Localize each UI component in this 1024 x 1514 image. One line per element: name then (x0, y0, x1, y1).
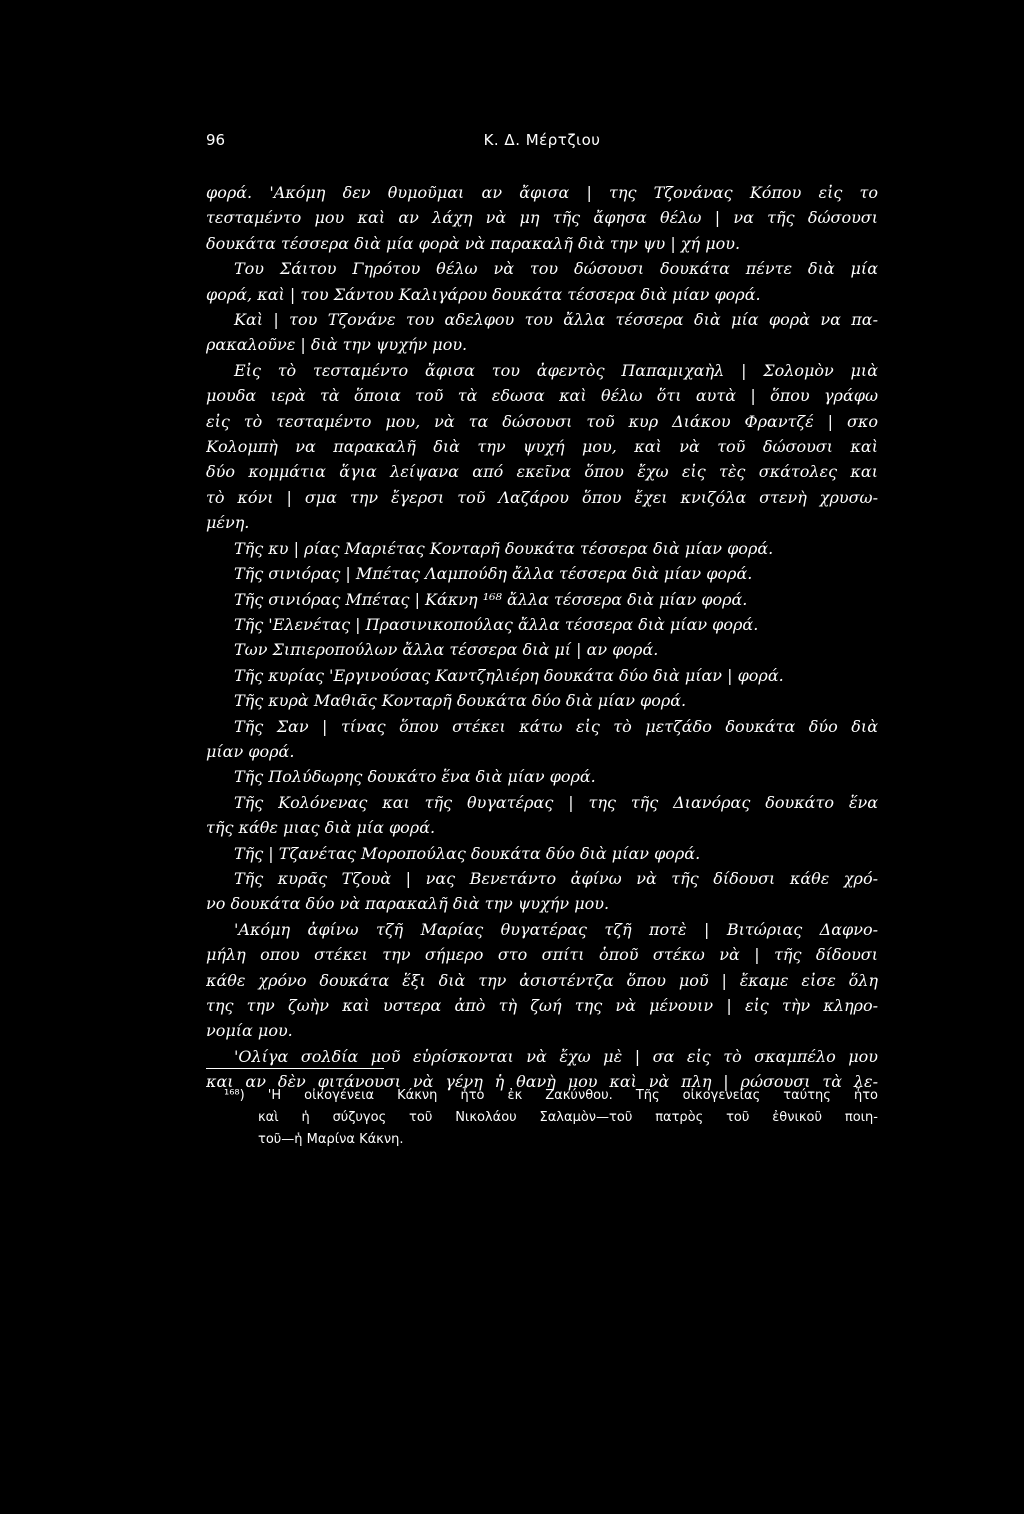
text-line: φορά. 'Ακόμη δεν θυμοῦμαι αν ἄφισα | της Τζονάνας Κόπου εἰς το (206, 183, 878, 202)
text-line: Τῆς κυρίας 'Εργινούσας Καντζηλιέρη δουκάτα δύο διὰ μίαν | φορά. (234, 665, 784, 685)
text-line: Τῆς κυρᾶς Τζουὰ | νας Βενετάντο ἀφίνω νὰ τῆς δίδουσι κάθε χρό- (234, 868, 878, 888)
text-line: Τῆς | Τζανέτας Μοροπούλας δουκάτα δύο διὰ μίαν φορά. (234, 843, 701, 863)
text-line: ρακαλοῦνε | διὰ την ψυχήν μου. (206, 335, 468, 355)
text-line: 'Ακόμη ἀφίνω τζῆ Μαρίας θυγατέρας τζῆ ποτὲ | Βιτώριας Δαφνο- (234, 919, 878, 939)
text-line: νομία μου. (206, 1021, 293, 1041)
text-line: μένη. (206, 513, 250, 533)
text-line: Τῆς Πολύδωρης δουκάτο ἕνα διὰ μίαν φορά. (234, 767, 596, 787)
footnote-line: καὶ ἡ σύζυγος τοῦ Νικολάου Σαλαμὸν—τοῦ πατρὸς τοῦ ἐθνικοῦ ποιη- (258, 1110, 878, 1125)
text-line: Τῆς σινιόρας | Μπέτας Λαμπούδη ἄλλα τέσσερα διὰ μίαν φορά. (234, 564, 753, 584)
text-line: Εἰς τὸ τεσταμέντο ἄφισα του ἀφεντὸς Παπαμιχαὴλ | Σολομὸν μιὰ (234, 360, 878, 380)
text-line: δουκάτα τέσσερα διὰ μία φορὰ νὰ παρακαλῆ διὰ την ψυ | χή μου. (206, 233, 741, 253)
text-line: μήλη οπου στέκει την σήμερο στο σπίτι ὁποῦ στέκω νὰ | τῆς δίδουσι (206, 945, 878, 965)
page-number: 96 (206, 131, 226, 149)
text-line: Του Σάιτου Γηρότου θέλω νὰ του δώσουσι δουκάτα πέντε διὰ μία (234, 259, 878, 279)
text-line: Τῆς Σαν | τίνας ὅπου στέκει κάτω εἰς τὸ μετζάδο δουκάτα δύο διὰ (234, 716, 878, 736)
text-line: 'Ολίγα σολδία μοῦ εὑρίσκονται νὰ ἔχω μὲ | σα εἰς τὸ σκαμπέλο μου (234, 1046, 878, 1066)
text-line: κάθε χρόνο δουκάτα ἕξι διὰ την ἀσιστέντζα ὅπου μοῦ | ἔκαμε εἰσε ὅλη (206, 970, 878, 990)
text-line: μουδα ιερὰ τὰ ὅποια τοῦ τὰ εδωσα καὶ θέλω ὅτι αυτὰ | ὅπου γράφω (206, 386, 878, 406)
footnote-line: τοῦ—ἡ Μαρίνα Κάκνη. (258, 1132, 404, 1147)
text-line: τεσταμέντο μου καὶ αν λάχη νὰ μη τῆς ἄφησα θέλω | να τῆς δώσουσι (206, 208, 878, 228)
page-header (206, 131, 878, 157)
body-text (206, 180, 878, 1095)
footnote-rule (206, 1068, 384, 1069)
running-head: Κ. Δ. Μέρτζιου (483, 131, 601, 149)
text-line: τῆς κάθε μιας διὰ μία φορά. (206, 818, 436, 838)
text-line: και αν δὲν φιτάνουσι νὰ γένη ἡ θανὴ μου καὶ νὰ πλη | ρώσουσι τὰ λε- (206, 1072, 878, 1092)
text-line: μίαν φορά. (206, 741, 295, 761)
text-line: Τῆς σινιόρας Μπέτας | Κάκνη ¹⁶⁸ ἄλλα τέσσερα διὰ μίαν φορά. (234, 589, 748, 609)
text-line: Των Σιπιεροπούλων ἄλλα τέσσερα διὰ μί | αν φορά. (234, 640, 659, 660)
footnote-line: ¹⁶⁸) 'Η οἰκογένεια Κάκνη ἦτο ἐκ Ζακύνθου. Τῆς οἰκογενείας ταύτης ἦτο (224, 1088, 878, 1103)
text-line: Τῆς 'Ελενέτας | Πρασινικοπούλας ἄλλα τέσσερα διὰ μίαν φορά. (234, 614, 759, 634)
text-line: τὸ κόνι | σμα την ἔγερσι τοῦ Λαζάρου ὅπου ἔχει κνιζόλα στενὴ χρυσω- (206, 487, 878, 507)
text-line: Καὶ | του Τζονάνε του αδελφου του ἄλλα τέσσερα διὰ μία φορὰ να πα- (234, 310, 878, 330)
text-line: εἰς τὸ τεσταμέντο μου, νὰ τα δώσουσι τοῦ κυρ Διάκου Φραντζέ | σκο (206, 411, 878, 431)
text-line: φορά, καὶ | του Σάντου Καλιγάρου δουκάτα τέσσερα διὰ μίαν φορά. (206, 284, 761, 304)
text-line: της την ζωὴν καὶ υστερα ἀπὸ τὴ ζωή της νὰ μένουιν | εἰς τὴν κληρο- (206, 996, 878, 1015)
footnote (206, 1085, 878, 1151)
text-line: Τῆς Κολόνενας και τῆς θυγατέρας | της τῆς Διανόρας δουκάτο ἕνα (234, 792, 878, 812)
text-line: Τῆς κυρὰ Μαθιᾶς Κονταρῆ δουκάτα δύο διὰ μίαν φορά. (234, 691, 687, 711)
text-line: δύο κομμάτια ἅγια λείψανα από εκεῖνα ὅπου ἔχω εἰς τὲς σκάτολες και (206, 462, 878, 482)
text-line: νο δουκάτα δύο νὰ παρακαλῆ διὰ την ψυχήν μου. (206, 894, 610, 914)
text-line: Τῆς κυ | ρίας Μαριέτας Κονταρῆ δουκάτα τέσσερα διὰ μίαν φορά. (234, 538, 774, 558)
text-line: Κολομπὴ να παρακαλῆ διὰ την ψυχή μου, καὶ νὰ τοῦ δώσουσι καὶ (206, 437, 878, 457)
